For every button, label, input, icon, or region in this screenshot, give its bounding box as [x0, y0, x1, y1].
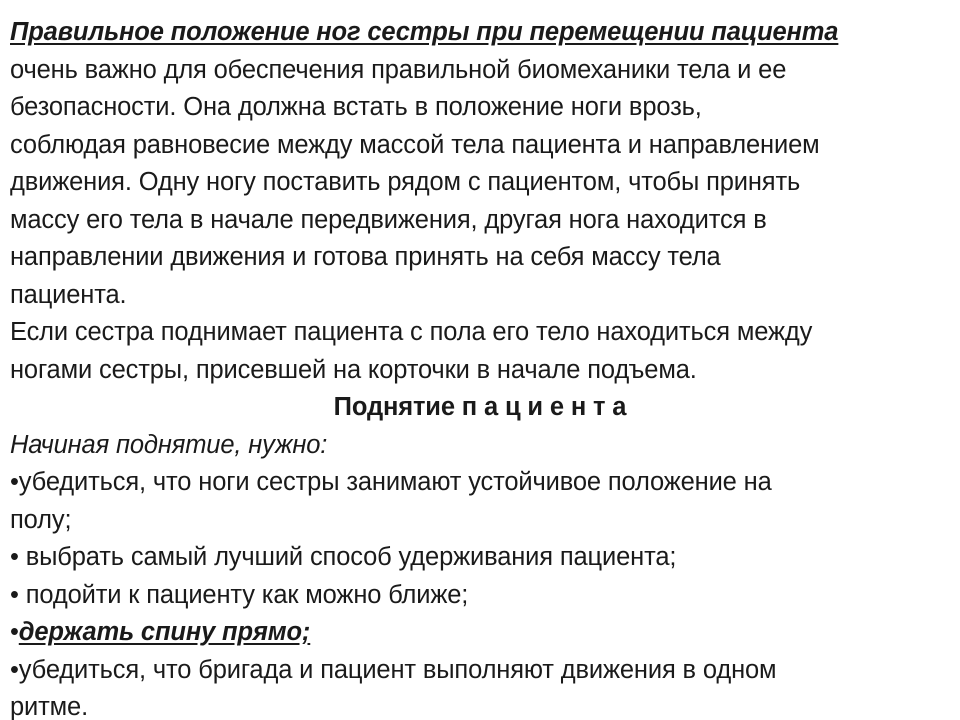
- bullet-4-text: держать спину прямо;: [18, 618, 311, 646]
- bullet-4-marker: •: [10, 618, 19, 646]
- bullet-1-line-2: полу;: [10, 505, 72, 534]
- intro-line: Начиная поднятие, нужно:: [10, 430, 328, 459]
- paragraph1-line-6: направлении движения и готова принять на себя массу тела: [10, 243, 721, 271]
- lead-sentence: Правильное положение ног сестры при перемещении пациента: [10, 18, 839, 46]
- paragraph1-line-4: движения. Одну ногу поставить рядом с пациентом, чтобы принять: [10, 168, 801, 196]
- bullet-4: [10, 614, 950, 652]
- bullet-2: • выбрать самый лучший способ удерживания пациента;: [10, 543, 677, 571]
- bullet-1-line-1: •убедиться, что ноги сестры занимают устойчивое положение на: [10, 468, 772, 496]
- bullet-5-line-1: •убедиться, что бригада и пациент выполняют движения в одном: [10, 655, 777, 684]
- bullet-3: • подойти к пациенту как можно ближе;: [10, 580, 469, 609]
- paragraph1-line-7: пациента.: [10, 280, 127, 309]
- bullet-5-line-2: ритме.: [10, 693, 89, 720]
- section-heading: Поднятие п а ц и е н т а: [333, 393, 627, 421]
- paragraph1-line-2: безопасности. Она должна встать в положение ноги врозь,: [10, 93, 702, 121]
- paragraph2-line-2: ногами сестры, присевшей на корточки в начале подъема.: [10, 355, 697, 384]
- paragraph1-line-1: очень важно для обеспечения правильной биомеханики тела и ее: [10, 55, 787, 84]
- slide-text: [10, 14, 950, 720]
- paragraph1-line-3: соблюдая равновесие между массой тела пациента и направлением: [10, 130, 820, 159]
- paragraph1-line-5: массу его тела в начале передвижения, другая нога находится в: [10, 205, 767, 234]
- paragraph2-line-1: Если сестра поднимает пациента с пола его тело находиться между: [10, 318, 813, 346]
